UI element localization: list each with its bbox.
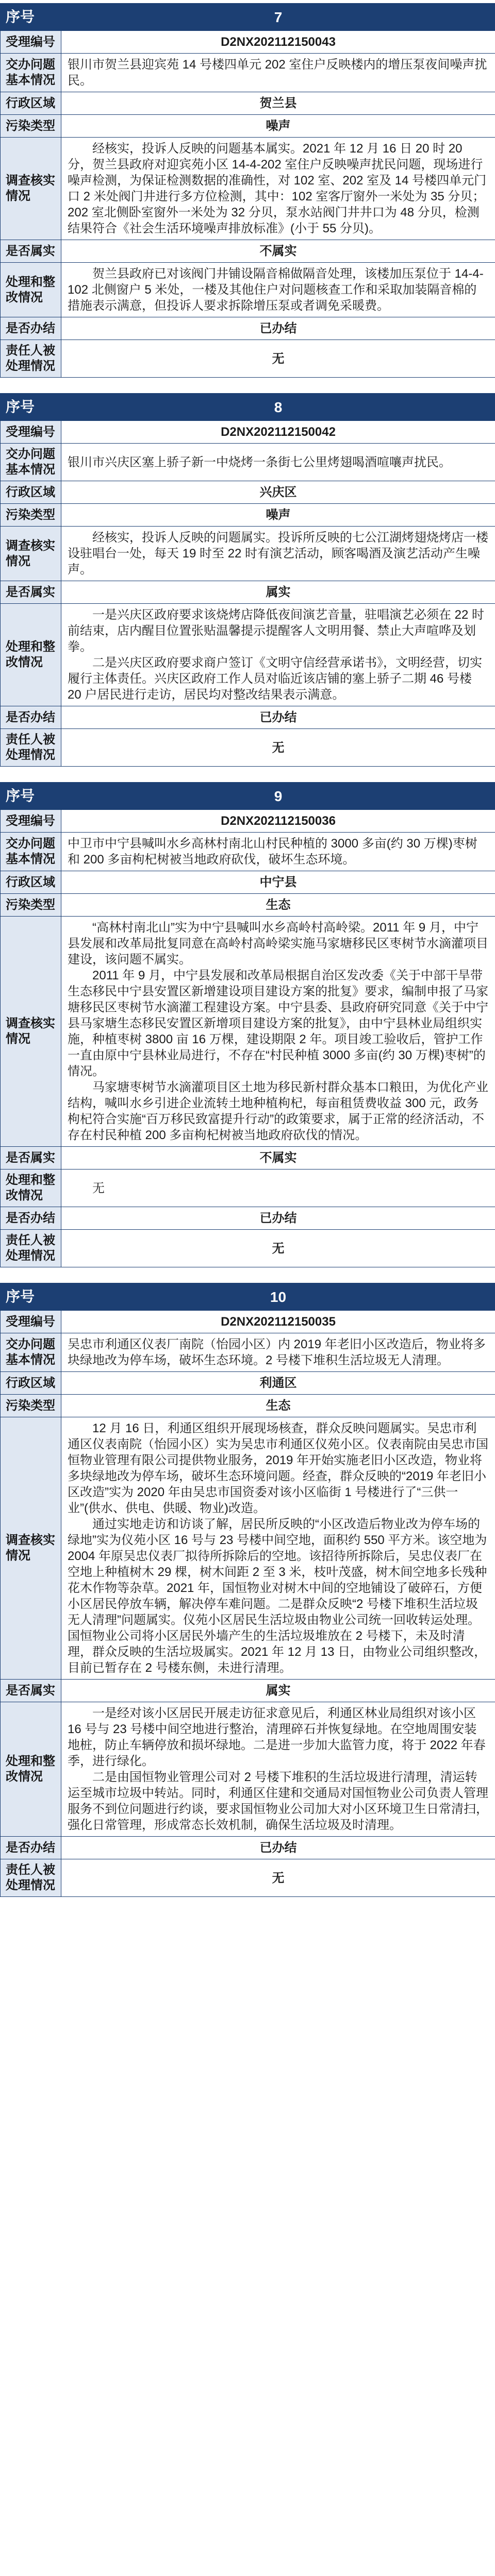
row-verify <box>1 1417 495 1680</box>
row-verify <box>1 527 495 581</box>
row-closed <box>1 1837 495 1859</box>
label-accountability: 责任人被处理情况 <box>1 1859 61 1897</box>
paragraph: 一是兴庆区政府要求该烧烤店降低夜间演艺音量，驻唱演艺必须在 22 时前结束，店内醒目位置张贴温馨提示提醒客人文明用餐、禁止大声喧哗及划拳。 <box>68 608 485 654</box>
value-accountability: 无 <box>61 340 495 378</box>
row-accountability <box>1 729 495 767</box>
value-isTrue: 属实 <box>61 581 495 604</box>
value-code: D2NX202112150043 <box>61 31 495 54</box>
label-seq: 序号 <box>1 394 61 421</box>
value-region: 中宁县 <box>61 871 495 894</box>
row-issue <box>1 54 495 92</box>
row-pollution <box>1 894 495 917</box>
row-region <box>1 1372 495 1395</box>
case-table <box>0 782 495 1267</box>
label-issue: 交办问题基本情况 <box>1 54 61 92</box>
value-handle <box>61 604 495 706</box>
row-accountability <box>1 1859 495 1897</box>
value-seq: 10 <box>61 1283 495 1311</box>
row-seq <box>1 783 495 810</box>
value-verify <box>61 527 495 581</box>
value-verify <box>61 1417 495 1680</box>
paragraph: “高林村南北山”实为中宁县喊叫水乡高岭村高岭梁。2011 年 9 月，中宁县发展和改革局批复同意在高岭村高岭梁实施马家塘移民区枣树节水滴灌项目建设，该问题不属实。 <box>68 921 488 967</box>
paragraph: 2011 年 9 月，中宁县发展和改革局根据自治区发改委《关于中部干旱带生态移民中宁县安置区新增建设项目建设方案的批复》要求，编制申报了马家塘移民区枣树节水滴灌工程建设方案。中宁县委、县政府研究同意《关于中宁县马家塘生态移民安置区新增项目建设方案的批复》，由中宁县林业局组织实施，种植枣树 3800 亩 16 万棵，建设期限 2 年。项目竣工验收后，管护工作一直由原中宁县林业局进行，不存在“村民种植 3000 多亩(约 30 万棵)枣树”的情况。 <box>68 969 488 1078</box>
value-pollution: 生态 <box>61 1395 495 1417</box>
value-region: 兴庆区 <box>61 481 495 504</box>
paragraph: 经核实，投诉人反映的问题属实。投诉所反映的七公江湖烤翅烧烤店一楼设驻唱台一处，每天 19 时至 22 时有演艺活动，顾客喝酒及演艺活动产生噪声。 <box>68 531 488 577</box>
label-pollution: 污染类型 <box>1 1395 61 1417</box>
row-handle <box>1 604 495 706</box>
case-table <box>0 1283 495 1897</box>
value-seq: 8 <box>61 394 495 421</box>
row-accountability <box>1 340 495 378</box>
label-seq: 序号 <box>1 1283 61 1311</box>
paragraph: 通过实地走访和访谈了解，居民所反映的“小区改造后物业改为停车场的绿地”实为仪苑小区 16 号与 23 号楼中间空地，面积约 550 平方米。该空地为 2004 年原吴忠仪表厂拟待所拆除后的空地。该招待所拆除后，吴忠仪表厂在空地上种植树木 29 棵，树木间距 2 至 3 米，枝叶茂盛，树木间空地多长残种花木作物等杂草。2021 年，国恒物业对树木中间的空地铺设了破碎石，方便小区居民停放车辆，解决停车难问题。二是群众反映“2 号楼下堆积生活垃圾无人清理”问题属实。仪苑小区居民生活垃圾由物业公司统一回收转运处理。国恒物业公司将小区居民外墙产生的生活垃圾堆放在 2 号楼下，未及时清理，群众反映的生活垃圾属实。2021 年 12 月 13 日，由物业公司组织整改，目前已暂存在 2 号楼东侧，未进行清理。 <box>68 1517 487 1675</box>
row-code <box>1 1311 495 1333</box>
case-record <box>0 3 495 378</box>
row-handle <box>1 263 495 317</box>
row-closed <box>1 706 495 729</box>
paragraph: 一是经对该小区居民开展走访征求意见后，利通区林业局组织对该小区 16 号与 23 号楼中间空地进行整治，清理碎石并恢复绿地。在空地周围安装地桩，防止车辆停放和损坏绿地。二是进一步加大监管力度，将于 2022 年春季，进行绿化。 <box>68 1706 486 1768</box>
value-accountability: 无 <box>61 729 495 767</box>
label-accountability: 责任人被处理情况 <box>1 729 61 767</box>
row-issue <box>1 1333 495 1372</box>
label-issue: 交办问题基本情况 <box>1 833 61 871</box>
label-code: 受理编号 <box>1 31 61 54</box>
value-issue: 吴忠市利通区仪表厂南院（怡园小区）内 2019 年老旧小区改造后，物业将多块绿地改为停车场，破坏生态环境。2 号楼下堆积生活垃圾无人清理。 <box>61 1333 495 1372</box>
label-isTrue: 是否属实 <box>1 581 61 604</box>
value-pollution: 噪声 <box>61 504 495 527</box>
value-verify <box>61 138 495 240</box>
value-closed: 已办结 <box>61 317 495 340</box>
value-code: D2NX202112150036 <box>61 810 495 833</box>
row-seq <box>1 394 495 421</box>
label-region: 行政区域 <box>1 1372 61 1395</box>
paragraph: 无 <box>92 1181 105 1195</box>
label-closed: 是否办结 <box>1 1207 61 1230</box>
label-issue: 交办问题基本情况 <box>1 444 61 481</box>
row-verify <box>1 138 495 240</box>
row-seq <box>1 4 495 31</box>
paragraph: 二是兴庆区政府要求商户签订《文明守信经营承诺书》，文明经营，切实履行主体责任。兴庆区政府工作人员对临近该店铺的塞上骄子二期 46 号楼 20 户居民进行走访，居民均对整改结果表示满意。 <box>68 656 482 702</box>
row-code <box>1 31 495 54</box>
label-accountability: 责任人被处理情况 <box>1 340 61 378</box>
paragraph: 贺兰县政府已对该阀门井铺设隔音棉做隔音处理，该楼加压泵位于 14-4-102 北侧窗户 5 米处，一楼及其他住户对问题核查工作和采取加装隔音棉的措施表示满意，但投诉人要求拆除增压泵或者调免采暖费。 <box>68 267 484 313</box>
row-pollution <box>1 504 495 527</box>
label-code: 受理编号 <box>1 421 61 444</box>
value-issue: 银川市兴庆区塞上骄子新一中烧烤一条街七公里烤翅喝酒喧嚷声扰民。 <box>61 444 495 481</box>
row-handle <box>1 1702 495 1837</box>
value-closed: 已办结 <box>61 1837 495 1859</box>
row-region <box>1 92 495 115</box>
row-pollution <box>1 115 495 138</box>
label-verify: 调查核实情况 <box>1 527 61 581</box>
value-isTrue: 属实 <box>61 1680 495 1702</box>
paragraph: 二是由国恒物业管理公司对 2 号楼下堆积的生活垃圾进行清理，清运转运至城市垃圾中转站。同时，利通区住建和交通局对国恒物业公司负责人管理服务不到位问题进行约谈，要求国恒物业公司加大对小区环境卫生日常清扫，强化日常管理，形成常态长效机制，确保生活垃圾及时清理。 <box>68 1770 488 1832</box>
value-issue: 中卫市中宁县喊叫水乡高林村南北山村民种植的 3000 多亩(约 30 万棵)枣树和 200 多亩枸杞树被当地政府砍伐，破坏生态环境。 <box>61 833 495 871</box>
label-handle: 处理和整改情况 <box>1 604 61 706</box>
label-region: 行政区域 <box>1 871 61 894</box>
row-code <box>1 421 495 444</box>
paragraph: 经核实，投诉人反映的问题基本属实。2021 年 12 月 16 日 20 时 20 分，贺兰县政府对迎宾苑小区 14-4-202 室住户反映噪声扰民问题，现场进行噪声检测，为保证检测数据的准确性，对 102 室、202 室及 14 号楼四单元门口 2 米处阀门井进行多方位检测，其中：102 室客厅窗外一米处为 35 分贝；202 室北侧卧室窗外一米处为 32 分贝，泵水站阀门井井口为 48 分贝，检测结果符合《社会生活环境噪声排放标准》(小于 55 分贝)。 <box>68 142 487 235</box>
label-pollution: 污染类型 <box>1 115 61 138</box>
row-isTrue <box>1 240 495 263</box>
case-table <box>0 3 495 378</box>
row-code <box>1 810 495 833</box>
paragraph: 12 月 16 日，利通区组织开展现场核查，群众反映问题属实。吴忠市利通区仪表南院（怡园小区）实为吴忠市利通区仪苑小区。仪表南院由吴忠市国恒物业管理有限公司提供物业服务，2019 年开始实施老旧小区改造，物业将多块绿地改为停车场，破坏生态环境问题。经查，群众反映的“2019 年老旧小区改造”实为 2020 年由吴忠市国资委对该小区临街 1 号楼进行了“三供一业”(供水、供电、供暖、物业)改造。 <box>68 1421 488 1515</box>
value-closed: 已办结 <box>61 1207 495 1230</box>
row-closed <box>1 317 495 340</box>
row-isTrue <box>1 581 495 604</box>
label-isTrue: 是否属实 <box>1 1680 61 1702</box>
row-issue <box>1 444 495 481</box>
value-handle <box>61 263 495 317</box>
value-accountability: 无 <box>61 1230 495 1267</box>
case-record <box>0 393 495 767</box>
value-code: D2NX202112150035 <box>61 1311 495 1333</box>
row-isTrue <box>1 1680 495 1702</box>
label-region: 行政区域 <box>1 481 61 504</box>
label-closed: 是否办结 <box>1 317 61 340</box>
value-closed: 已办结 <box>61 706 495 729</box>
label-accountability: 责任人被处理情况 <box>1 1230 61 1267</box>
label-verify: 调查核实情况 <box>1 138 61 240</box>
value-issue: 银川市贺兰县迎宾苑 14 号楼四单元 202 室住户反映楼内的增压泵夜间噪声扰民。 <box>61 54 495 92</box>
label-pollution: 污染类型 <box>1 504 61 527</box>
label-closed: 是否办结 <box>1 706 61 729</box>
value-isTrue: 不属实 <box>61 1147 495 1170</box>
label-handle: 处理和整改情况 <box>1 1170 61 1207</box>
row-verify <box>1 917 495 1147</box>
value-code: D2NX202112150042 <box>61 421 495 444</box>
label-isTrue: 是否属实 <box>1 1147 61 1170</box>
label-handle: 处理和整改情况 <box>1 1702 61 1837</box>
row-region <box>1 481 495 504</box>
row-seq <box>1 1283 495 1311</box>
row-accountability <box>1 1230 495 1267</box>
label-closed: 是否办结 <box>1 1837 61 1859</box>
value-seq: 9 <box>61 783 495 810</box>
row-region <box>1 871 495 894</box>
label-seq: 序号 <box>1 4 61 31</box>
label-verify: 调查核实情况 <box>1 917 61 1147</box>
value-seq: 7 <box>61 4 495 31</box>
paragraph: 马家塘枣树节水滴灌项目区土地为移民新村群众基本口粮田，为优化产业结构，喊叫水乡引进企业流转土地种植枸杞，每亩租赁费收益 300 元，政务枸杞符合实施“百万移民致富提升行动”的政策要求，属于正常的经济活动，不存在村民种植 200 多亩枸杞树被当地政府砍伐的情况。 <box>68 1080 488 1142</box>
label-issue: 交办问题基本情况 <box>1 1333 61 1372</box>
row-isTrue <box>1 1147 495 1170</box>
value-pollution: 生态 <box>61 894 495 917</box>
label-verify: 调查核实情况 <box>1 1417 61 1680</box>
label-code: 受理编号 <box>1 810 61 833</box>
label-isTrue: 是否属实 <box>1 240 61 263</box>
value-accountability: 无 <box>61 1859 495 1897</box>
label-seq: 序号 <box>1 783 61 810</box>
case-table <box>0 393 495 767</box>
row-pollution <box>1 1395 495 1417</box>
value-handle <box>61 1170 495 1207</box>
label-region: 行政区域 <box>1 92 61 115</box>
value-pollution: 噪声 <box>61 115 495 138</box>
case-record <box>0 782 495 1267</box>
value-isTrue: 不属实 <box>61 240 495 263</box>
value-verify <box>61 917 495 1147</box>
case-record <box>0 1283 495 1897</box>
row-handle <box>1 1170 495 1207</box>
label-handle: 处理和整改情况 <box>1 263 61 317</box>
label-code: 受理编号 <box>1 1311 61 1333</box>
value-handle <box>61 1702 495 1837</box>
value-region: 贺兰县 <box>61 92 495 115</box>
value-region: 利通区 <box>61 1372 495 1395</box>
label-pollution: 污染类型 <box>1 894 61 917</box>
row-closed <box>1 1207 495 1230</box>
row-issue <box>1 833 495 871</box>
